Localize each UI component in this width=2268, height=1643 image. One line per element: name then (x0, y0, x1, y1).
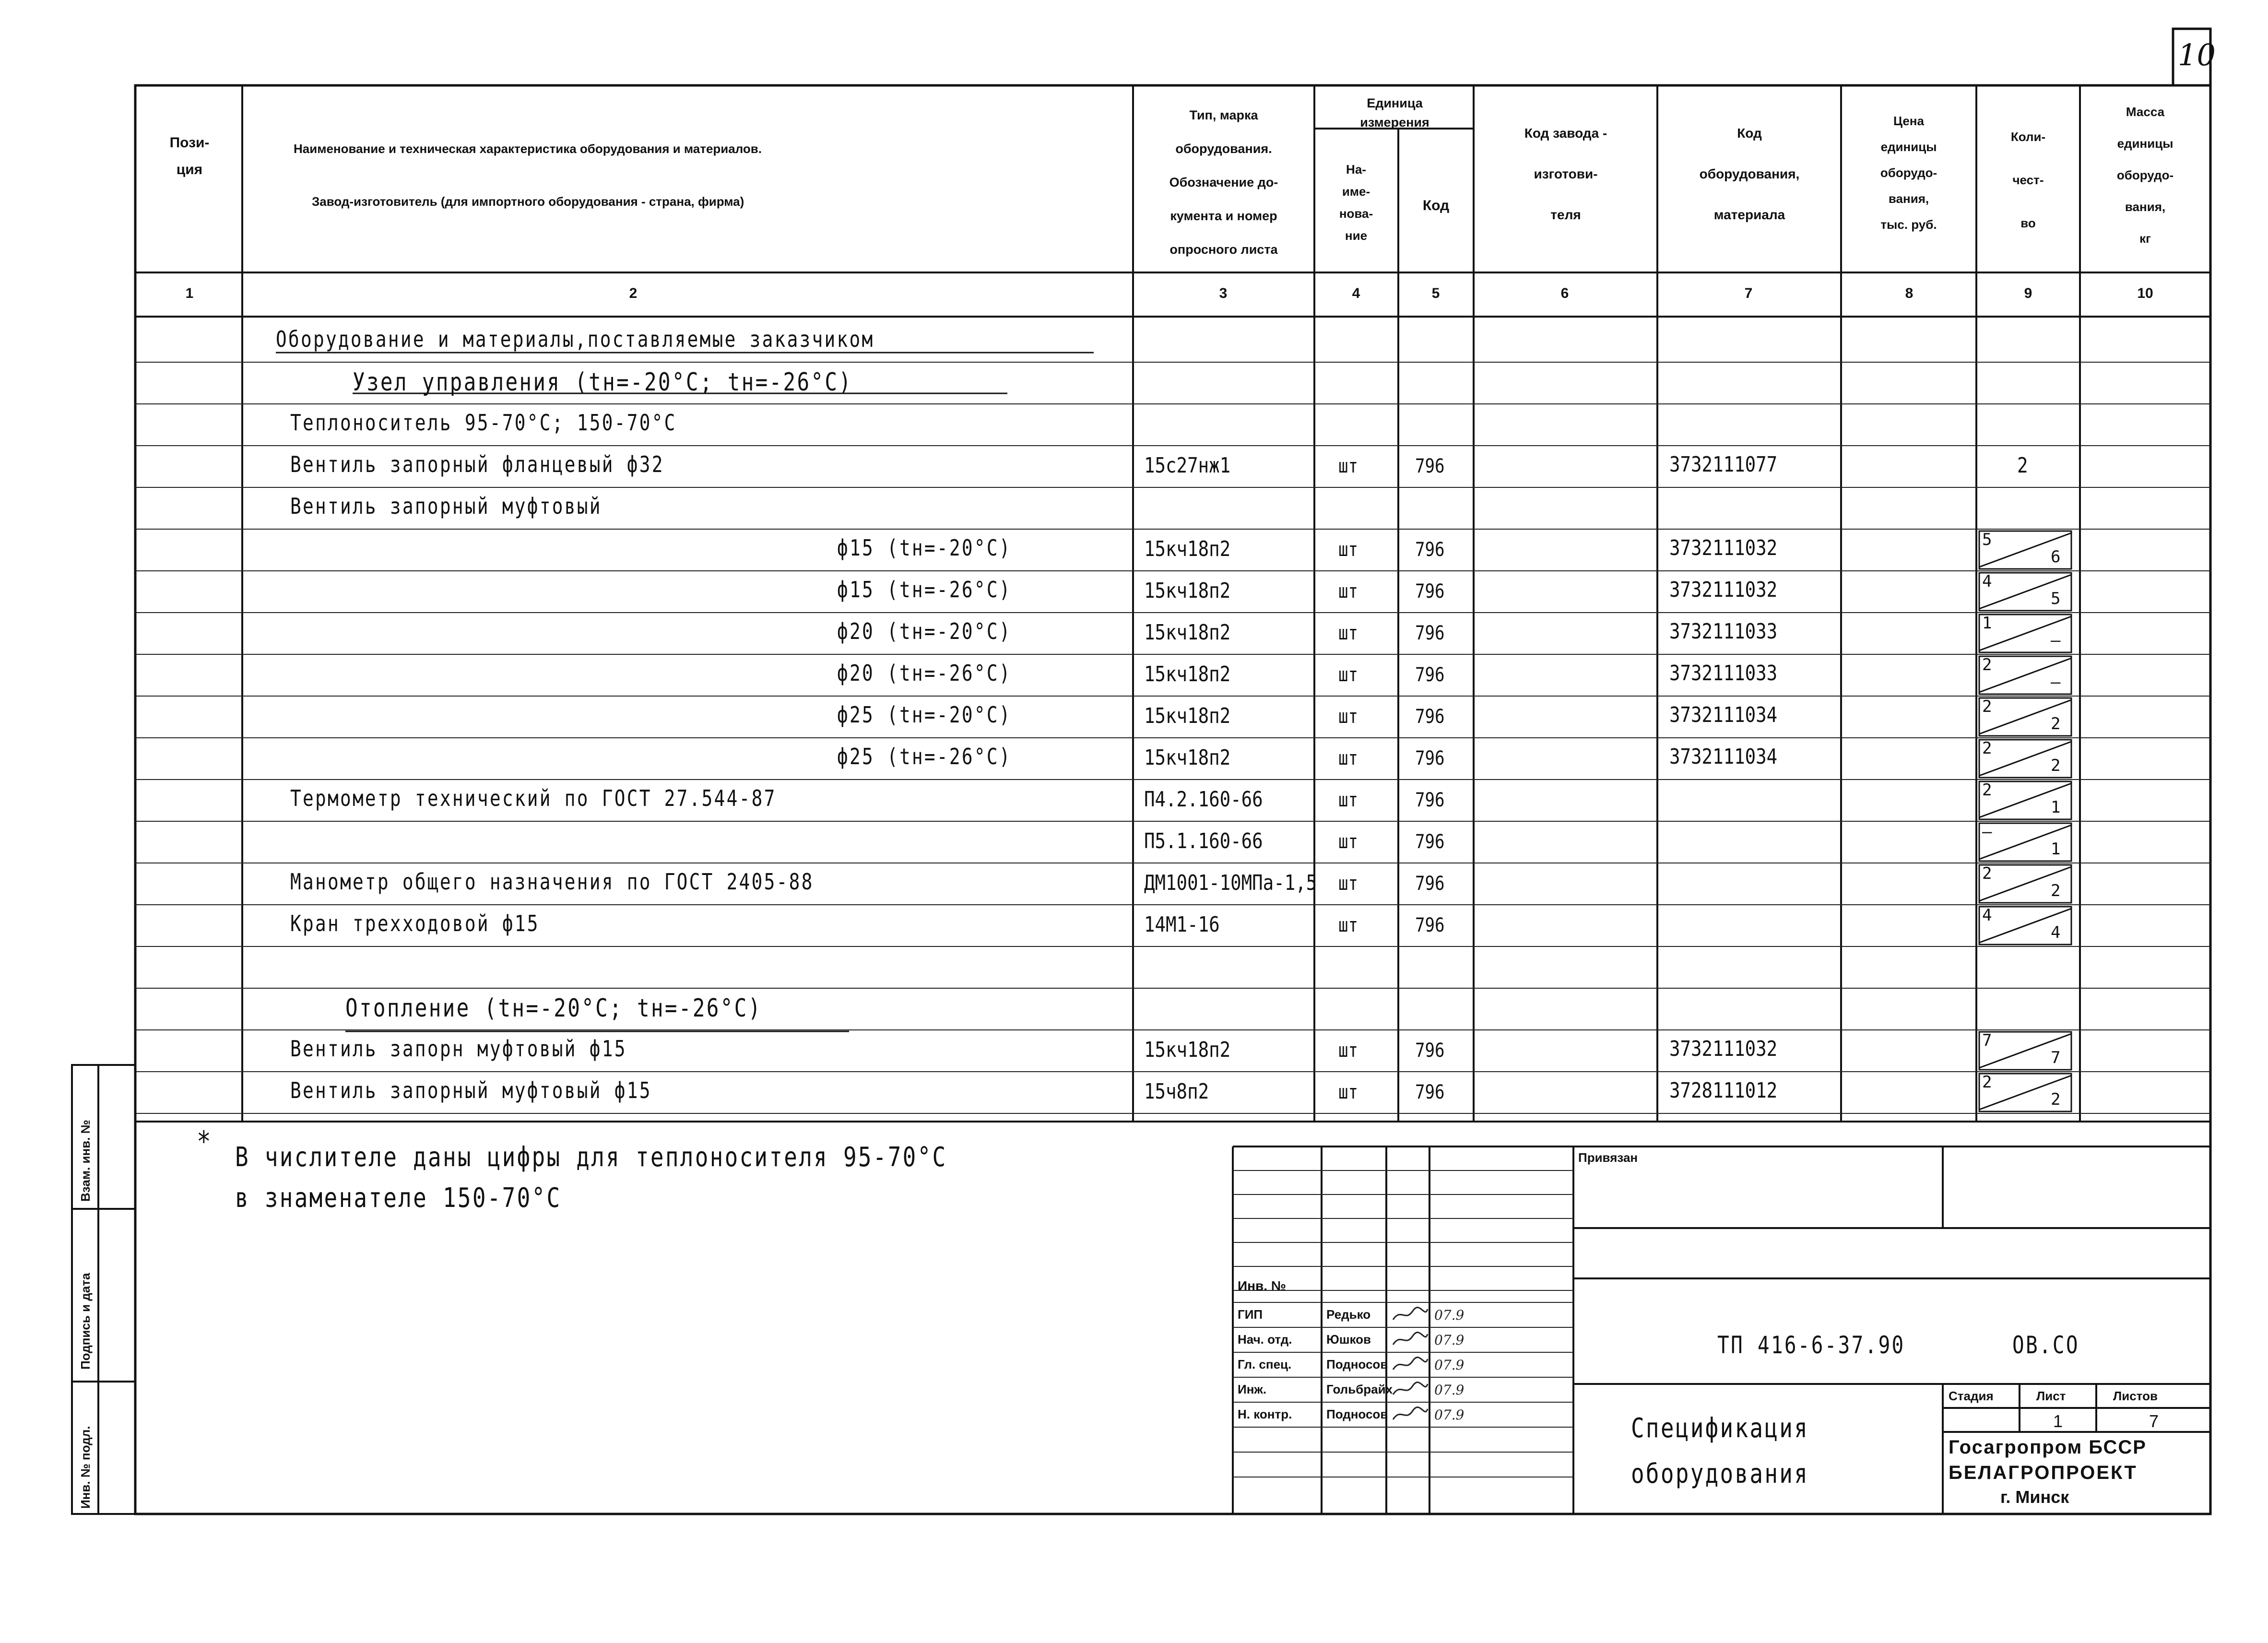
staff-name: Подносов (1326, 1357, 1388, 1371)
item-unit-code: 796 (1415, 706, 1445, 728)
header-price: Цена единицы оборудо- вания, тыс. руб. (1880, 114, 1937, 232)
item-type: П4.2.160-66 (1144, 787, 1263, 812)
item-name: Кран трехходовой ф15 (290, 910, 540, 936)
item-name: ф20 (tн=-20°С) (837, 618, 1012, 644)
signature-icon (1391, 1355, 1429, 1376)
quantity-numerator: 7 (1982, 1031, 1992, 1050)
item-equipment-code: 3732111032 (1669, 578, 1778, 602)
item-name: Вентиль запорный фланцевый ф32 (290, 451, 664, 477)
staff-role: Инж. (1238, 1382, 1267, 1396)
item-unit-code: 796 (1415, 873, 1445, 895)
table-row (0, 863, 2268, 905)
table-row (0, 905, 2268, 946)
table-row (0, 446, 2268, 487)
item-unit-code: 796 (1415, 622, 1445, 644)
quantity-numerator: 2 (1982, 780, 1992, 800)
quantity-denominator: 2 (2051, 1090, 2061, 1109)
item-name: Вентиль запорный муфтовый ф15 (290, 1077, 652, 1103)
item-name: Отопление (tн=-20°С; tн=-26°С) (345, 994, 762, 1023)
staff-role: ГИП (1238, 1307, 1263, 1322)
item-unit: шт (1338, 539, 1358, 561)
quantity-denominator: — (2051, 673, 2061, 692)
table-row (0, 320, 2268, 362)
item-type: 15кч18п2 (1144, 704, 1231, 728)
item-unit-code: 796 (1415, 455, 1445, 477)
item-name: Вентиль запорный муфтовый (290, 493, 602, 519)
quantity-denominator: 7 (2051, 1048, 2061, 1067)
item-unit: шт (1338, 831, 1358, 853)
column-number-1: 1 (185, 285, 194, 301)
staff-role: Н. контр. (1238, 1407, 1292, 1421)
item-unit: шт (1338, 706, 1358, 728)
stage-label: Стадия (1949, 1389, 1994, 1403)
item-quantity: 2 (2017, 453, 2028, 478)
org-line2: БЕЛАГРОПРОЕКТ (1949, 1462, 2138, 1483)
stamp-original-inv: Инв. № подл. (78, 1426, 93, 1509)
staff-role: Гл. спец. (1238, 1357, 1292, 1371)
item-unit: шт (1338, 455, 1358, 477)
table-row (0, 613, 2268, 654)
table-row (0, 654, 2268, 696)
staff-role: Нач. отд. (1238, 1332, 1292, 1347)
staff-date: 07.9 (1434, 1307, 1465, 1323)
item-unit-code: 796 (1415, 580, 1445, 603)
item-unit-code: 796 (1415, 664, 1445, 686)
item-unit: шт (1338, 1040, 1358, 1062)
item-name: ф25 (tн=-26°С) (837, 744, 1012, 769)
item-unit: шт (1338, 580, 1358, 603)
doc-title-line2: оборудования (1631, 1458, 1809, 1489)
quantity-denominator: 2 (2051, 714, 2061, 733)
item-type: 15кч18п2 (1144, 579, 1231, 603)
quantity-numerator: 4 (1982, 906, 1992, 925)
item-name: Манометр общего назначения по ГОСТ 2405-88 (290, 869, 814, 895)
item-equipment-code: 3732111033 (1669, 661, 1778, 686)
item-name: Узел управления (tн=-20°С; tн=-26°С) (353, 368, 853, 397)
quantity-denominator: — (2051, 631, 2061, 650)
quantity-denominator: 4 (2051, 923, 2061, 942)
page-number: 10 (2178, 37, 2216, 72)
quantity-denominator: 5 (2051, 589, 2061, 608)
item-name: Вентиль запорн муфтовый ф15 (290, 1036, 627, 1062)
table-row (0, 571, 2268, 613)
item-unit-code: 796 (1415, 831, 1445, 853)
doc-title-line1: Спецификация (1631, 1413, 1809, 1444)
table-row (0, 1072, 2268, 1113)
quantity-numerator: 2 (1982, 739, 1992, 758)
header-name-line1: Наименование и техническая характеристика оборудования и материалов. (294, 142, 762, 156)
table-row (0, 487, 2268, 529)
item-unit: шт (1338, 873, 1358, 895)
item-equipment-code: 3732111034 (1669, 703, 1778, 727)
column-number-10: 10 (2137, 285, 2153, 301)
item-type: 15кч18п2 (1144, 1038, 1231, 1062)
sheet-label: Лист (2036, 1389, 2066, 1403)
item-type: 15с27нж1 (1144, 453, 1231, 478)
sheet-value: 1 (2053, 1411, 2063, 1431)
item-name: ф20 (tн=-26°С) (837, 660, 1012, 686)
item-unit-code: 796 (1415, 539, 1445, 561)
item-type: 14М1-16 (1144, 912, 1220, 937)
signature-icon (1391, 1380, 1429, 1401)
header-equipment-code: Код оборудования, материала (1699, 126, 1800, 222)
header-position: Пози- ция (169, 135, 210, 177)
item-name: ф15 (tн=-20°С) (837, 535, 1012, 561)
sheets-value: 7 (2149, 1411, 2159, 1431)
column-number-4: 4 (1352, 285, 1360, 301)
quantity-numerator: — (1982, 822, 1992, 841)
table-row (0, 404, 2268, 446)
header-factory-code: Код завода - изготови- теля (1524, 126, 1607, 222)
item-unit-code: 796 (1415, 1040, 1445, 1062)
header-unit-name: На- име- нова- ние (1339, 162, 1373, 243)
item-name: Оборудование и материалы,поставляемые заказчиком (276, 326, 874, 352)
title-block-inv: Инв. № (1238, 1278, 1287, 1293)
note-line1: В числителе даны цифры для теплоносителя 95-70°С (235, 1142, 947, 1173)
column-number-9: 9 (2024, 285, 2032, 301)
title-block-attached: Привязан (1578, 1150, 1638, 1165)
quantity-numerator: 2 (1982, 864, 1992, 883)
table-row (0, 696, 2268, 738)
doc-section: ОВ.СО (2012, 1331, 2079, 1359)
quantity-numerator: 1 (1982, 614, 1992, 633)
item-unit: шт (1338, 1081, 1358, 1103)
item-type: П5.1.160-66 (1144, 829, 1263, 853)
header-name-line2: Завод-изготовитель (для импортного оборудования - страна, фирма) (312, 194, 744, 209)
staff-date: 07.9 (1434, 1382, 1465, 1398)
item-unit-code: 796 (1415, 914, 1445, 936)
quantity-numerator: 2 (1982, 697, 1992, 716)
item-name: Термометр технический по ГОСТ 27.544-87 (290, 785, 777, 811)
column-number-7: 7 (1744, 285, 1753, 301)
staff-name: Гольбрайх (1326, 1382, 1393, 1396)
column-number-2: 2 (629, 285, 638, 301)
item-unit: шт (1338, 747, 1358, 769)
item-equipment-code: 3732111034 (1669, 745, 1778, 769)
staff-date: 07.9 (1434, 1332, 1465, 1348)
staff-date: 07.9 (1434, 1357, 1465, 1373)
quantity-denominator: 1 (2051, 839, 2061, 859)
item-unit-code: 796 (1415, 789, 1445, 811)
item-type: 15кч18п2 (1144, 662, 1231, 686)
table-row (0, 1030, 2268, 1072)
quantity-numerator: 5 (1982, 530, 1992, 549)
staff-name: Юшков (1326, 1332, 1371, 1347)
item-type: ДМ1001-10МПа-1,5 (1144, 871, 1317, 895)
item-unit: шт (1338, 914, 1358, 936)
header-unit-group: Единица измерения (1360, 96, 1429, 130)
item-equipment-code: 3732111077 (1669, 452, 1778, 477)
item-unit: шт (1338, 789, 1358, 811)
quantity-denominator: 2 (2051, 756, 2061, 775)
item-type: 15ч8п2 (1144, 1079, 1209, 1104)
org-line3: г. Минск (2000, 1487, 2069, 1507)
signature-icon (1391, 1405, 1429, 1426)
signature-icon (1391, 1305, 1429, 1326)
header-quantity: Коли- чест- во (2010, 130, 2046, 230)
signature-icon (1391, 1330, 1429, 1351)
table-row (0, 529, 2268, 571)
org-line1: Госагропром БССР (1949, 1437, 2147, 1458)
item-equipment-code: 3732111032 (1669, 536, 1778, 560)
item-unit: шт (1338, 622, 1358, 644)
column-number-6: 6 (1560, 285, 1569, 301)
staff-name: Подносов (1326, 1407, 1388, 1421)
table-row (0, 988, 2268, 1030)
header-unit-code: Код (1422, 198, 1450, 213)
table-row (0, 946, 2268, 988)
quantity-denominator: 1 (2051, 798, 2061, 817)
stamp-signature-date: Подпись и дата (78, 1273, 93, 1370)
header-type: Тип, марка оборудования. Обозначение до- кумента и номер опросного листа (1169, 108, 1278, 257)
item-equipment-code: 3732111032 (1669, 1037, 1778, 1061)
sheets-label: Листов (2113, 1389, 2158, 1403)
item-name: Теплоноситель 95-70°С; 150-70°С (290, 410, 677, 436)
item-type: 15кч18п2 (1144, 537, 1231, 561)
item-name: ф25 (tн=-20°С) (837, 702, 1012, 728)
note-line2: в знаменателе 150-70°С (235, 1182, 562, 1214)
item-type: 15кч18п2 (1144, 620, 1231, 645)
note-star: * (197, 1125, 213, 1158)
item-unit: шт (1338, 664, 1358, 686)
quantity-numerator: 2 (1982, 1073, 1992, 1092)
stamp-replacement-inv: Взам. инв. № (78, 1120, 93, 1202)
staff-name: Редько (1326, 1307, 1371, 1322)
quantity-numerator: 4 (1982, 572, 1992, 591)
table-row (0, 362, 2268, 404)
item-name: ф15 (tн=-26°С) (837, 577, 1012, 603)
doc-code: ТП 416-6-37.90 (1717, 1331, 1905, 1359)
quantity-denominator: 6 (2051, 547, 2061, 567)
table-row (0, 821, 2268, 863)
column-number-5: 5 (1431, 285, 1440, 301)
header-mass: Масса единицы оборудо- вания, кг (2116, 105, 2174, 246)
item-unit-code: 796 (1415, 1081, 1445, 1103)
item-type: 15кч18п2 (1144, 745, 1231, 770)
item-equipment-code: 3732111033 (1669, 619, 1778, 644)
item-equipment-code: 3728111012 (1669, 1078, 1778, 1103)
table-row (0, 780, 2268, 821)
item-unit-code: 796 (1415, 747, 1445, 769)
quantity-numerator: 2 (1982, 655, 1992, 674)
table-row (0, 738, 2268, 780)
staff-date: 07.9 (1434, 1407, 1465, 1423)
quantity-denominator: 2 (2051, 881, 2061, 900)
column-number-3: 3 (1219, 285, 1228, 301)
column-number-8: 8 (1905, 285, 1914, 301)
